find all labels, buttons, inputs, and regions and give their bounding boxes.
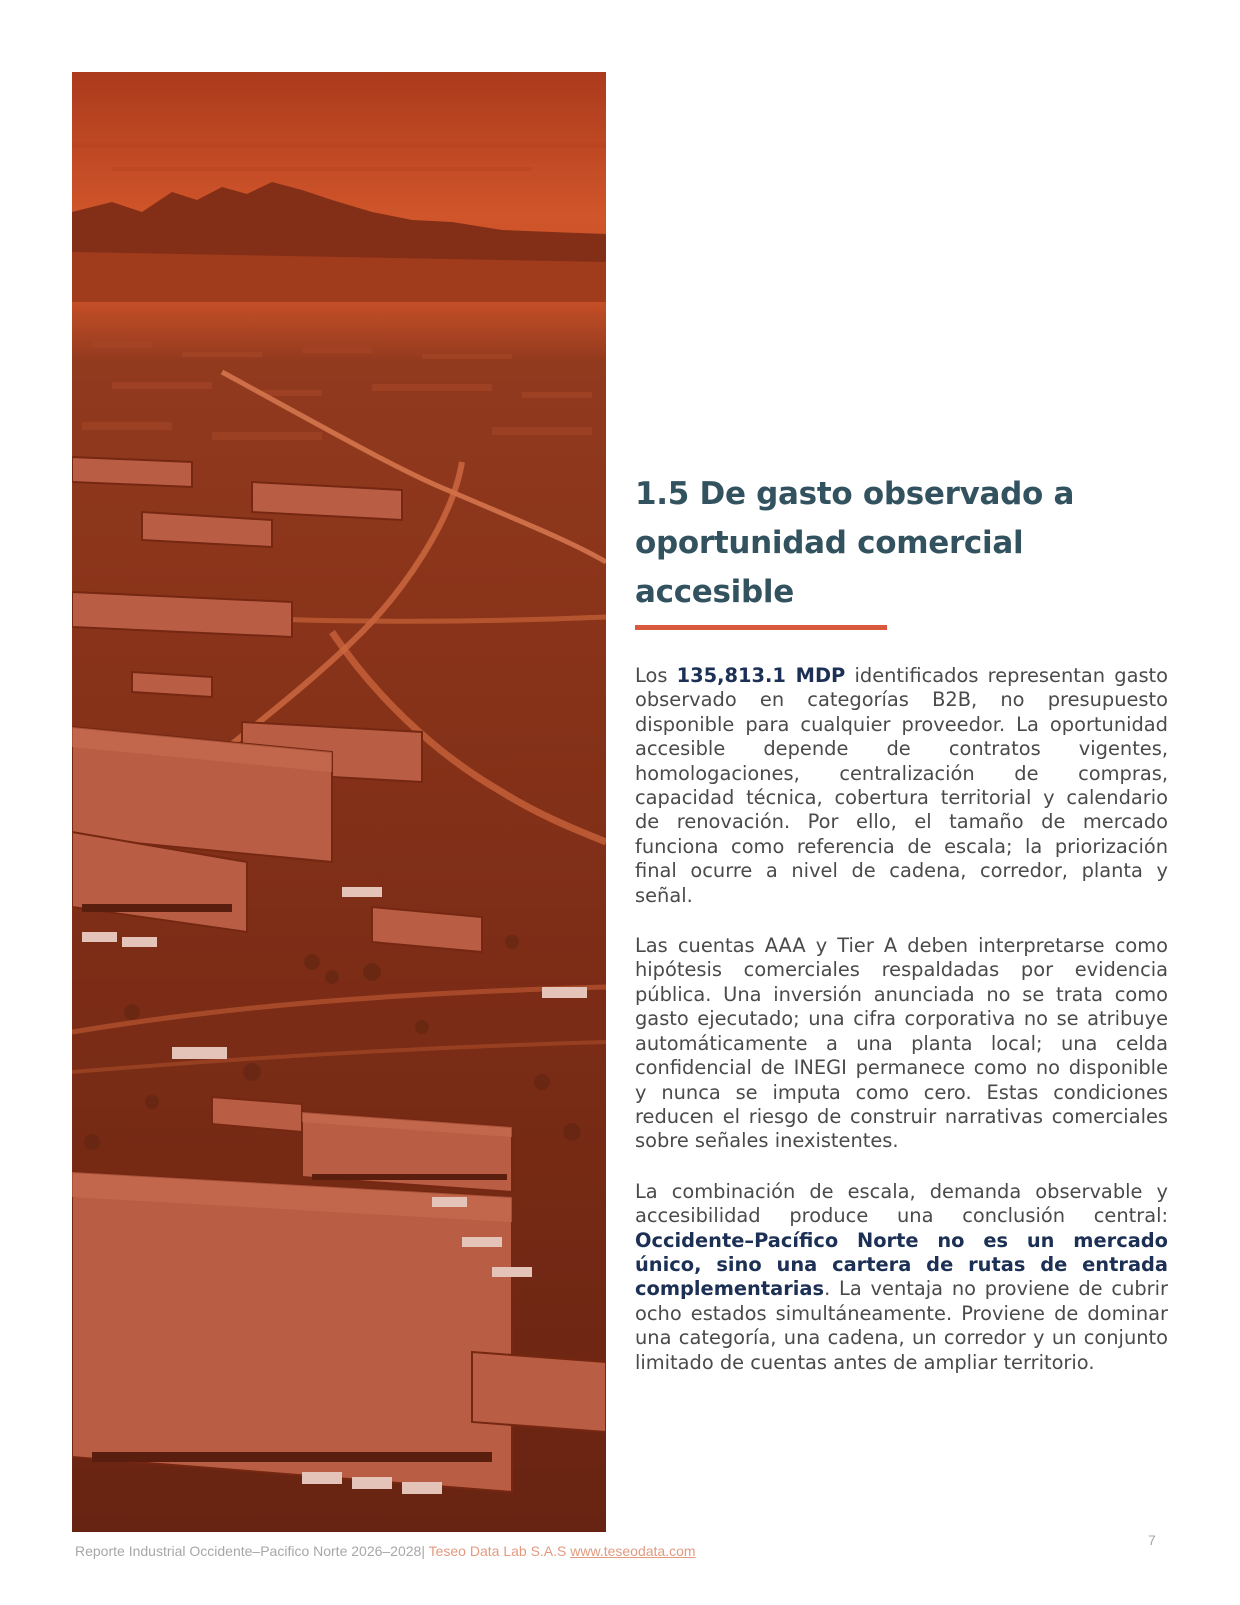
footer-company: Teseo Data Lab S.A.S bbox=[424, 1543, 571, 1559]
footer-report-title: Reporte Industrial Occidente–Pacifico Norte 2026–2028| bbox=[75, 1543, 425, 1559]
highlight-conclusion: Occidente–Pacífico Norte no es un mercado único, sino una cartera de rutas de entrada complementarias bbox=[635, 1228, 1168, 1301]
paragraph-text: Los bbox=[635, 664, 677, 687]
footer-website-link[interactable]: www.teseodata.com bbox=[570, 1543, 696, 1559]
paragraph-conclusion bbox=[635, 1180, 1168, 1375]
heading-accent-rule bbox=[635, 625, 887, 630]
paragraph-text: La combinación de escala, demanda observable y accesibilidad produce una conclusión central: bbox=[635, 1179, 1168, 1228]
paragraph-text: identificados representan gasto observado en categorías B2B, no presupuesto disponible para cualquier proveedor. La oportunidad accesible depende de contratos vigentes, homologaciones, centralización de compras, capacidad técnica, cobertura territorial y calendario de renovación. Por ello, el tamaño de mercado funciona como referencia de escala; la priorización final ocurre a nivel de cadena, corredor, planta y señal. bbox=[635, 664, 1169, 907]
paragraph-text: Las cuentas AAA y Tier A deben interpretarse como hipótesis comerciales respaldadas por evidencia pública. Una inversión anunciada no se trata como gasto ejecutado; una cifra corporativa no se atribuye automáticamente a una planta local; una celda confidencial de INEGI permanece como no disponible y nunca se imputa como cero. Estas condiciones reducen el riesgo de construir narrativas comerciales sobre señales inexistentes. bbox=[635, 934, 1168, 1153]
paragraph-text: . La ventaja no proviene de cubrir ocho estados simultáneamente. Proviene de dominar una categoría, una cadena, un corredor y un conjunto limitado de cuentas antes de ampliar territorio. bbox=[635, 1277, 1168, 1374]
heading-line: accesible bbox=[635, 574, 794, 610]
heading-line: 1.5 De gasto observado a bbox=[635, 476, 1075, 512]
page-number: 7 bbox=[1148, 1532, 1156, 1548]
aerial-industrial-photo bbox=[72, 72, 606, 1532]
section-content bbox=[635, 470, 1168, 1401]
paragraph-market-size bbox=[635, 664, 1168, 908]
aerial-industrial-illustration bbox=[72, 72, 606, 1532]
heading-line: oportunidad comercial bbox=[635, 525, 1024, 561]
section-heading bbox=[635, 470, 1168, 617]
paragraph-accounts bbox=[635, 934, 1168, 1154]
page-footer bbox=[75, 1543, 696, 1559]
highlight-figure: 135,813.1 MDP bbox=[676, 664, 846, 687]
